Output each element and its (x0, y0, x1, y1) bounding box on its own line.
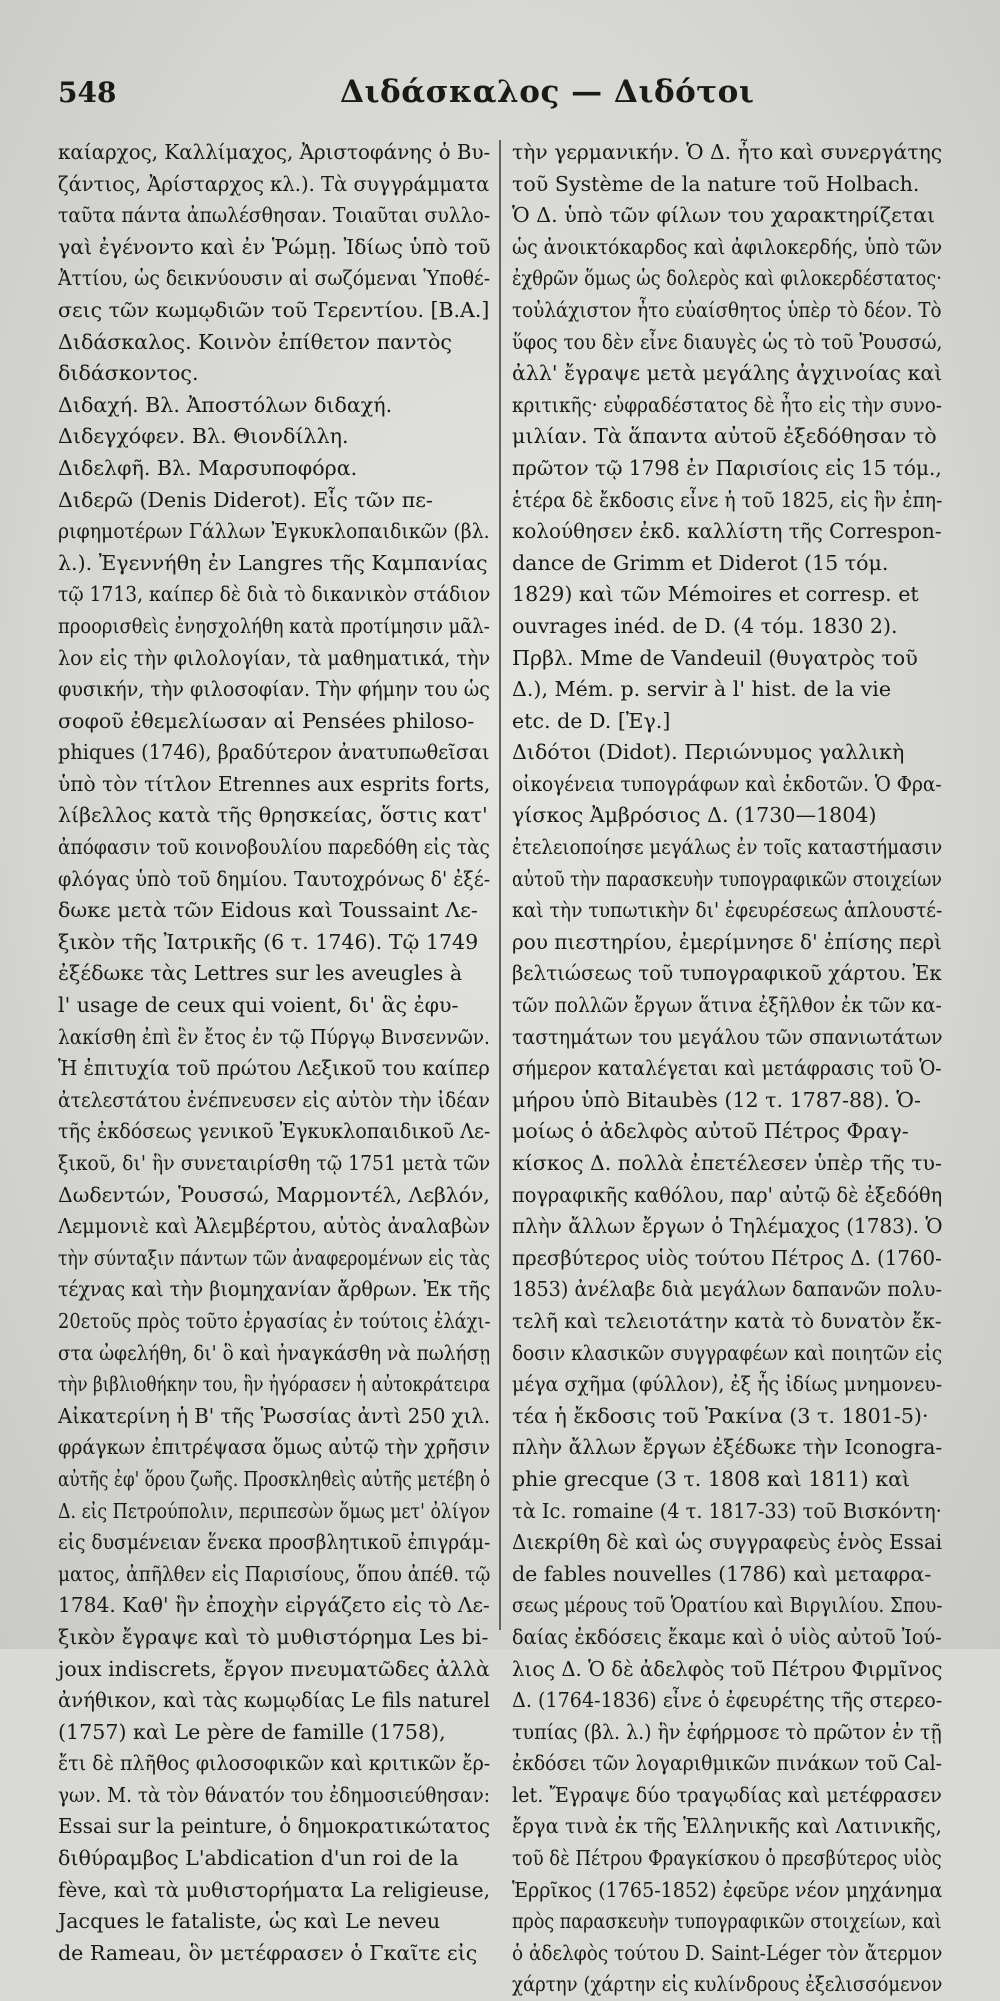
text-line: Ὁ Δ. ὑπὸ τῶν φίλων του χαρακτηρίζεται (512, 203, 936, 228)
text-line: ἔτι δὲ πλῆθος φιλοσοφικῶν καὶ κριτικῶν ἔρ- (58, 1751, 491, 1776)
text-line: ἀτελεστάτου ἐνέπνευσεν εἰς αὐτὸν τὴν ἰδέαν (58, 1087, 490, 1112)
text-line: τὴν γερμανικήν. Ὁ Δ. ἦτο καὶ συνεργάτης (512, 140, 943, 164)
text-line: σεις τῶν κωμῳδιῶν τοῦ Τερεντίου. [Β.Α.] (58, 297, 490, 322)
text-line: μέγα σχῆμα (φύλλον), ἐξ ἧς ἰδίως μνημονευ- (512, 1372, 943, 1397)
text-line: ζάντιος, Ἀρίσταρχος κλ.). Τὰ συγγράμματα (58, 171, 490, 196)
text-line: σεως μέρους τοῦ Ὁρατίου καὶ Βιργιλίου. Σπου- (512, 1593, 943, 1618)
text-line: 1784. Καθ' ἣν ἐποχὴν εἰργάζετο εἰς τὸ Λε- (58, 1593, 490, 1618)
text-line: τὴν βιβλιοθήκην του, ἣν ἠγόρασεν ἡ αὐτοκράτειρα (58, 1372, 491, 1397)
column-divider (499, 140, 501, 1630)
text-line: σοφοῦ ἐθεμελίωσαν αἱ Pensées philoso- (58, 708, 475, 733)
text-line: phie grecque (3 τ. 1808 καὶ 1811) καὶ (512, 1466, 911, 1491)
text-line: ἐξέδωκε τὰς Lettres sur les aveugles à (58, 961, 463, 986)
page-number: 548 (58, 76, 117, 109)
text-line: πρὸς παρασκευὴν τυπογραφικῶν στοιχείων, καὶ (512, 1909, 942, 1934)
text-line: dance de Grimm et Diderot (15 τόμ. (512, 550, 889, 575)
text-line: γίσκος Ἀμβρόσιος Δ. (1730—1804) (512, 803, 877, 828)
text-line: δωκε μετὰ τῶν Eidous καὶ Toussaint Λε- (58, 898, 478, 923)
text-line: σήμερον καταλέγεται καὶ μετάφρασις τοῦ Ὁ- (512, 1056, 942, 1081)
text-line: καὶ τὴν τυπωτικὴν δι' ἐφευρέσεως ἁπλουστέ- (512, 898, 943, 923)
text-line: μοίως ὁ ἀδελφὸς αὐτοῦ Πέτρος Φραγ- (512, 1119, 909, 1144)
text-line: ἐχθρῶν ὅμως ὡς δολερὸς καὶ φιλοκερδέστατος· (512, 266, 942, 291)
text-line: δοσιν κλασικῶν συγγραφέων καὶ ποιητῶν εἰς (512, 1340, 943, 1365)
text-line: λακίσθη ἐπὶ ἓν ἔτος ἐν τῷ Πύργῳ Βινσεννῶν. (58, 1024, 490, 1049)
text-line: ἀπόφασιν τοῦ κοινοβουλίου παρεδόθη εἰς τὰς (58, 835, 490, 860)
text-line: τῆς ἐκδόσεως γενικοῦ Ἐγκυκλοπαιδικοῦ Λε- (58, 1119, 491, 1144)
text-line: ξικὸν ἔγραψε καὶ τὸ μυθιστόρημα Les bi- (58, 1624, 489, 1649)
text-line: phiques (1746), βραδύτερον ἀνατυπωθεῖσαι (58, 740, 490, 765)
text-line: τοῦ Système de la nature τοῦ Holbach. (512, 171, 920, 196)
text-line: Διδαχή. Βλ. Ἀποστόλων διδαχή. (58, 392, 393, 417)
text-line: Δ. εἰς Πετρούπολιν, περιπεσὼν ὅμως μετ' ὀλίγον (58, 1498, 491, 1523)
text-line: ἐκδόσει τῶν λογαριθμικῶν πινάκων τοῦ Cal- (512, 1751, 942, 1776)
text-line: l' usage de ceux qui voient, δι' ἃς ἐφυ- (58, 993, 459, 1018)
text-line: Jacques le fataliste, ὡς καὶ Le neveu (58, 1909, 441, 1934)
text-line: πρῶτον τῷ 1798 ἐν Παρισίοις εἰς 15 τόμ., (512, 455, 942, 480)
text-line: αὐτῆς ἐφ' ὅρου ζωῆς. Προσκληθεὶς αὐτῆς μετέβη ὁ (58, 1466, 491, 1491)
text-line: τέα ἡ ἔκδοσις τοῦ Ῥακίνα (3 τ. 1801-5)· (512, 1403, 929, 1428)
text-line: εἰς δυσμένειαν ἕνεκα προσβλητικοῦ ἐπιγράμ- (58, 1530, 491, 1555)
text-line: ἀλλ' ἔγραψε μετὰ μεγάλης ἀγχινοίας καὶ (512, 361, 943, 386)
text-line: de Rameau, ὃν μετέφρασεν ὁ Γκαῖτε εἰς (58, 1940, 478, 1965)
text-line: στα ὠφελήθη, δι' ὃ καὶ ἠναγκάσθη νὰ πωλήσῃ (58, 1340, 491, 1365)
text-line: Αἰκατερίνη ἡ Β' τῆς Ῥωσσίας ἀντὶ 250 χιλ. (58, 1403, 491, 1428)
text-line: Δ.), Mém. p. servir à l' hist. de la vie (512, 677, 892, 702)
text-line: Δωδεντών, Ῥουσσώ, Μαρμοντέλ, Λεβλόν, (58, 1182, 490, 1207)
text-line: Διεκρίθη δὲ καὶ ὡς συγγραφεὺς ἑνὸς Essai (512, 1530, 943, 1555)
text-line: κριτικῆς· εὐφραδέστατος δὲ ἦτο εἰς τὴν συνο- (512, 392, 943, 417)
text-line: ἀνήθικον, καὶ τὰς κωμῳδίας Le fils naturel (58, 1688, 490, 1713)
text-line: δαίας ἐκδόσεις ἔκαμε καὶ ὁ υἱὸς αὐτοῦ Ἰού- (512, 1624, 942, 1649)
text-line: τυπίας (βλ. λ.) ἣν ἐφήρμοσε τὸ πρῶτον ἐν τῇ (512, 1719, 942, 1744)
text-line: λιος Δ. Ὁ δὲ ἀδελφὸς τοῦ Πέτρου Φιρμῖνος (512, 1656, 943, 1681)
text-line: ὡς ἀνοικτόκαρδος καὶ ἀφιλοκερδής, ὑπὸ τῶν (512, 234, 943, 259)
text-line: ριφημοτέρων Γάλλων Ἐγκυκλοπαιδικῶν (βλ. (58, 519, 490, 544)
text-line: προορισθεὶς ἐνησχολήθη κατὰ προτίμησιν μᾶλ- (58, 613, 490, 638)
text-line: καίαρχος, Καλλίμαχος, Ἀριστοφάνης ὁ Βυ- (58, 140, 491, 164)
text-line: αὐτοῦ τὴν παρασκευὴν τυπογραφικῶν στοιχείων (512, 866, 942, 891)
text-line: κολούθησεν ἐκδ. καλλίστη τῆς Correspon- (512, 519, 942, 544)
text-line: etc. de D. [Ἐγ.] (512, 708, 671, 733)
text-line: Πρβλ. Mme de Vandeuil (θυγατρὸς τοῦ (512, 645, 918, 670)
text-line: γαὶ ἐγένοντο καὶ ἐν Ῥώμῃ. Ἰδίως ὑπὸ τοῦ (58, 234, 491, 259)
left-column (58, 137, 490, 1969)
text-line: de fables nouvelles (1786) καὶ μεταφρα- (512, 1561, 932, 1586)
text-line: Διδελφῆ. Βλ. Μαρσυποφόρα. (58, 455, 358, 480)
text-line: Ἀττίου, ὡς δεικνύουσιν αἱ σωζόμεναι Ὑποθέ- (58, 266, 491, 291)
text-line: 1853) ἀνέλαβε διὰ μεγάλων δαπανῶν πολυ- (512, 1277, 942, 1302)
text-line: Διδάσκαλος. Κοινὸν ἐπίθετον παντὸς (58, 329, 452, 354)
right-column (512, 137, 942, 2001)
text-line: τέχνας καὶ τὴν βιομηχανίαν ἄρθρων. Ἐκ τῆς (58, 1277, 491, 1302)
text-line: βελτιώσεως τοῦ τυπογραφικοῦ χάρτου. Ἐκ (512, 961, 942, 986)
text-line: ξικοῦ, δι' ἣν συνεταιρίσθη τῷ 1751 μετὰ τῶν (58, 1151, 491, 1175)
text-line: πλὴν ἄλλων ἔργων ὁ Τηλέμαχος (1783). Ὁ (512, 1214, 943, 1239)
text-line: Essai sur la peinture, ὁ δημοκρατικώτατος (58, 1814, 490, 1839)
text-line: λον εἰς τὴν φιλολογίαν, τὰ μαθηματικά, τὴν (58, 645, 491, 670)
text-line: ouvrages inéd. de D. (4 τόμ. 1830 2). (512, 613, 898, 638)
text-line: ταῦτα πάντα ἀπωλέσθησαν. Τοιαῦται συλλο- (58, 203, 491, 228)
text-line: ματος, ἀπῆλθεν εἰς Παρισίους, ὅπου ἀπέθ. τῷ (58, 1561, 491, 1586)
text-line: ἔργα τινὰ ἐκ τῆς Ἑλληνικῆς καὶ Λατινικῆς, (512, 1814, 942, 1839)
text-line: φράγκων ἐπιτρέψασα ὅμως αὐτῷ τὴν χρῆσιν (58, 1435, 491, 1460)
text-line: (1757) καὶ Le père de famille (1758), (58, 1719, 446, 1744)
text-line: χάρτην (χάρτην εἰς κυλίνδρους ἐξελισσόμενον (512, 1972, 943, 1997)
text-line: Διδερῶ (Denis Diderot). Εἷς τῶν πε- (58, 487, 433, 512)
text-line: τῶν πολλῶν ἔργων ἅτινα ἐξῆλθον ἐκ τῶν κα- (512, 993, 942, 1018)
text-line: οἰκογένεια τυπογράφων καὶ ἐκδοτῶν. Ὁ Φρα- (512, 771, 942, 796)
text-line: διδάσκοντος. (58, 361, 199, 386)
text-line: ταστημάτων του μεγάλου τῶν σπανιωτάτων (512, 1024, 943, 1049)
text-line: ὕφος του δὲν εἶνε διαυγὲς ὡς τὸ τοῦ Ῥουσσώ, (512, 329, 943, 354)
text-line: Ἡ ἐπιτυχία τοῦ πρώτου Λεξικοῦ του καίπερ (58, 1056, 490, 1081)
text-line: τοῦ δὲ Πέτρου Φραγκίσκου ὁ πρεσβύτερος υἱὸς (512, 1846, 942, 1871)
text-line: γων. Μ. τὰ τὸν θάνατόν του ἐδημοσιεύθησαν: (58, 1782, 491, 1807)
text-line: Διδότοι (Didot). Περιώνυμος γαλλικὴ (512, 740, 905, 765)
text-line: Ἑρρῖκος (1765-1852) ἐφεῦρε νέον μηχάνημα (512, 1877, 943, 1902)
text-line: fève, καὶ τὰ μυθιστορήματα La religieuse, (58, 1877, 491, 1902)
text-line: μιλίαν. Τὰ ἅπαντα αὐτοῦ ἐξεδόθησαν τὸ (512, 424, 937, 449)
text-line: 20ετοῦς πρὸς τοῦτο ἐργασίας ἐν τούτοις ἐλάχι- (58, 1308, 491, 1333)
running-head: Διδάσκαλος — Διδότοι (340, 74, 755, 110)
text-line: φλόγας ὑπὸ τοῦ δημίου. Ταυτοχρόνως δ' ἐξέ- (58, 866, 491, 891)
text-line: Διδεγχόφεν. Βλ. Θιονδίλλη. (58, 424, 349, 449)
text-line: Λεμμονιὲ καὶ Ἀλεμβέρτου, αὐτὸς ἀναλαβὼν (58, 1214, 491, 1239)
text-line: τὰ Ic. romaine (4 τ. 1817-33) τοῦ Βισκόντη· (512, 1498, 942, 1523)
text-line: τὴν σύνταξιν πάντων τῶν ἀναφερομένων εἰς τὰς (58, 1245, 491, 1270)
text-line: διθύραμβος L'abdication d'un roi de la (58, 1846, 459, 1871)
text-line: Δ. (1764-1836) εἶνε ὁ ἐφευρέτης τῆς στερεο- (512, 1688, 943, 1713)
text-line: λίβελλος κατὰ τῆς θρησκείας, ὅστις κατ' (58, 803, 488, 828)
text-line: μήρου ὑπὸ Bitaubès (12 τ. 1787-88). Ὁ- (512, 1087, 921, 1112)
text-line: joux indiscrets, ἔργον πνευματῶδες ἀλλὰ (58, 1656, 490, 1681)
text-line: ὁ ἀδελφὸς τούτου D. Saint-Léger τὸν ἄτερμον (512, 1940, 943, 1965)
text-line: κίσκος Δ. πολλὰ ἐπετέλεσεν ὑπὲρ τῆς τυ- (512, 1151, 942, 1175)
text-line: τελῆ καὶ τελειοτάτην κατὰ τὸ δυνατὸν ἔκ- (512, 1308, 942, 1333)
text-line: τῷ 1713, καίπερ δὲ διὰ τὸ δικανικὸν στάδιον (58, 582, 491, 607)
text-line: ἑτέρα δὲ ἔκδοσις εἶνε ἡ τοῦ 1825, εἰς ἣν ἐπη- (512, 487, 943, 512)
text-line: λ.). Ἐγεννήθη ἐν Langres τῆς Καμπανίας (58, 550, 488, 575)
text-line: τοὐλάχιστον ἦτο εὐαίσθητος ὑπὲρ τὸ δέον. Τὸ (512, 297, 942, 322)
text-line: πλὴν ἄλλων ἔργων ἐξέδωκε τὴν Iconogra- (512, 1435, 943, 1460)
text-line: 1829) καὶ τῶν Mémoires et corresp. et (512, 582, 919, 607)
text-line: φυσικήν, τὴν φιλοσοφίαν. Τὴν φήμην του ὡς (58, 677, 490, 702)
text-line: ἐτελειοποίησε μεγάλως ἐν τοῖς καταστήμασιν (512, 835, 943, 860)
text-line: let. Ἔγραψε δύο τραγῳδίας καὶ μετέφρασεν (512, 1782, 942, 1807)
text-line: πρεσβύτερος υἱὸς τούτου Πέτρος Δ. (1760- (512, 1245, 942, 1270)
text-line: ρου πιεστηρίου, ἐμερίμνησε δ' ἐπίσης περὶ (512, 929, 942, 954)
text-line: ξικὸν τῆς Ἰατρικῆς (6 τ. 1746). Τῷ 1749 (58, 929, 479, 954)
text-line: πογραφικῆς καθόλου, παρ' αὐτῷ δὲ ἐξεδόθη (512, 1182, 943, 1207)
text-line: ὑπὸ τὸν τίτλον Etrennes aux esprits forts, (58, 771, 491, 796)
